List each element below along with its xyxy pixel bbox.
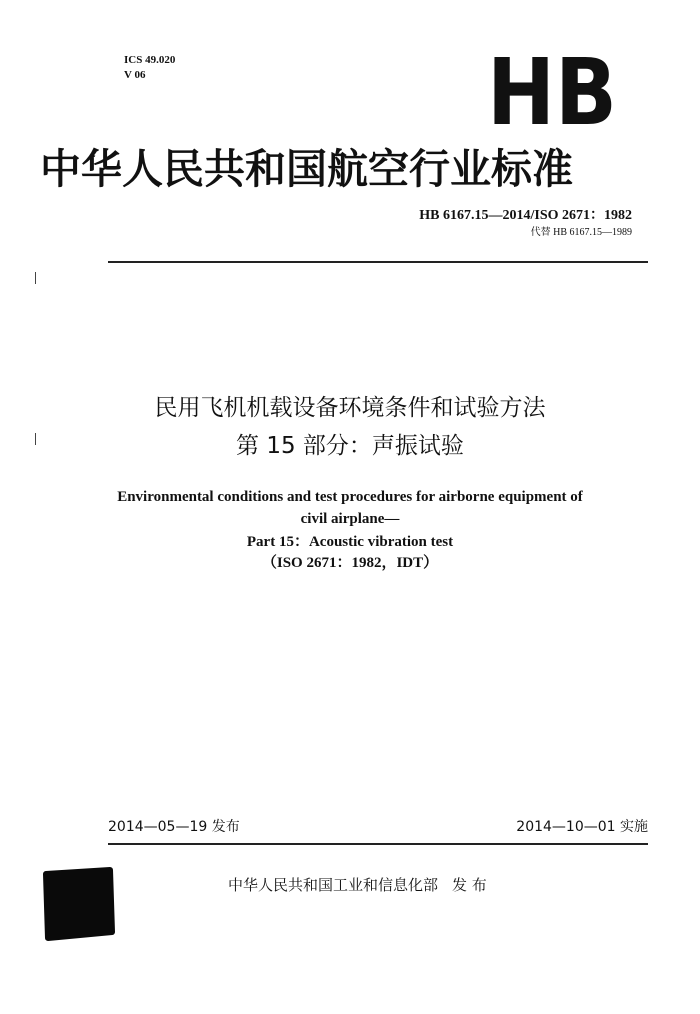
publish-date: 2014—05—19 发布 (108, 819, 240, 835)
hb-logo (486, 39, 618, 146)
standard-number: HB 6167.15—2014/ISO 2671：1982 (419, 208, 632, 223)
replaces-standard: 代替 HB 6167.15—1989 (530, 227, 632, 238)
hb-logo-text: HB (487, 39, 617, 146)
stamp-block (40, 866, 114, 940)
classification-codes (124, 53, 175, 83)
category-code: V 06 (124, 69, 146, 81)
publisher-name: 中华人民共和国工业和信息化部 (228, 876, 439, 894)
bottom-divider (108, 843, 648, 845)
ics-code: ICS 49.020 (124, 54, 176, 66)
title-en-line4: （ISO 2671：1982，IDT） (261, 555, 439, 571)
title-cn-line1: 民用飞机机载设备环境条件和试验方法 (154, 395, 546, 421)
implement-date: 2014—10—01 实施 (516, 819, 648, 835)
title-en-line1: Environmental conditions and test procedures for airborne equipment of (117, 489, 583, 505)
title-en-line3: Part 15：Acoustic vibration test (246, 534, 454, 550)
publisher (228, 874, 487, 895)
title-en-line2: civil airplane— (300, 511, 400, 527)
publisher-action: 发 布 (452, 876, 487, 894)
margin-mark (35, 272, 36, 284)
top-divider (108, 261, 648, 263)
title-cn-line2: 第 15 部分：声振试验 (236, 433, 464, 459)
org-title: 中华人民共和国航空行业标准 (40, 145, 573, 193)
